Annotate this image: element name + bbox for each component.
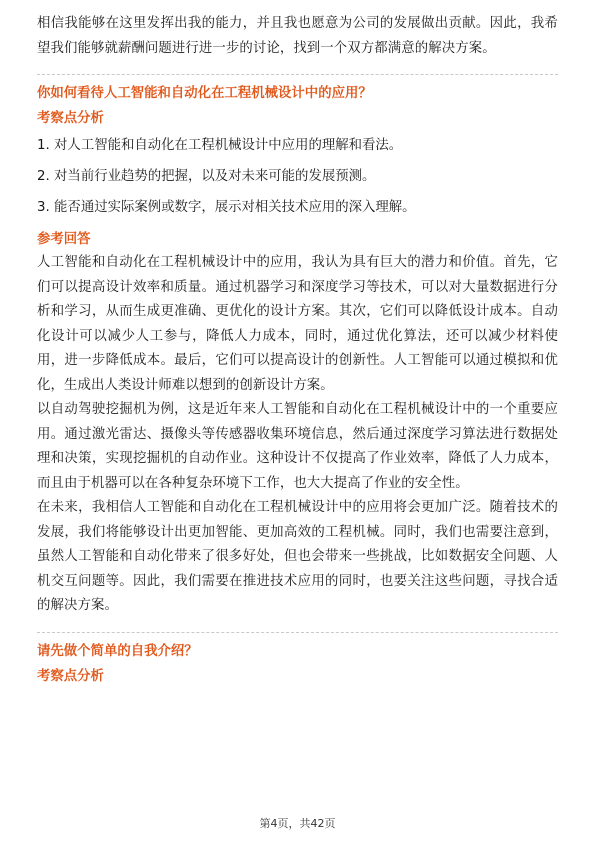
analysis-item: 2. 对当前行业趋势的把握，以及对未来可能的发展预测。 [37,169,376,184]
analysis-heading: 考察点分析 [37,111,104,126]
answer-paragraph: 以自动驾驶挖掘机为例，这是近年来人工智能和自动化在工程机械设计中的一个重要应用。通过激光雷达、摄像头等传感器收集环境信息，然后通过深度学习算法进行数据处理和决策，实现挖掘机的自动作业。这种设计不仅提高了作业效率，降低了人力成本，而且由于机器可以在各种复杂环境下工作，也大大提高了作业的安全性。 [37,402,558,491]
analysis-item: 3. 能否通过实际案例或数字，展示对相关技术应用的深入理解。 [37,200,416,215]
analysis-heading: 考察点分析 [37,668,104,684]
section-divider [37,74,558,75]
document-page [37,12,558,688]
section-divider [37,632,558,633]
answer-paragraph: 在未来，我相信人工智能和自动化在工程机械设计中的应用将会更加广泛。随着技术的发展，我们将能够设计出更加智能、更加高效的工程机械。同时，我们也需要注意到，虽然人工智能和自动化带来了很多好处，但也会带来一些挑战，比如数据安全问题、人机交互问题等。因此，我们需要在推进技术应用的同时，也要关注这些问题，寻找合适的解决方案。 [37,500,558,613]
analysis-list [37,130,558,223]
question-title: 请先做个简单的自我介绍？ [37,643,198,659]
answer-paragraph: 人工智能和自动化在工程机械设计中的应用，我认为具有巨大的潜力和价值。首先，它们可以提高设计效率和质量。通过机器学习和深度学习等技术，可以对大量数据进行分析和学习，从而生成更准确、更优化的设计方案。其次，它们可以降低设计成本。自动化设计可以减少人工参与，降低人力成本，同时，通过优化算法，还可以减少材料使用，进一步降低成本。最后，它们可以提高设计的创新性。人工智能可以通过模拟和优化，生成出人类设计师难以想到的创新设计方案。 [37,255,558,393]
question-title: 你如何看待人工智能和自动化在工程机械设计中的应用？ [37,86,372,101]
answer-heading: 参考回答 [37,232,91,247]
analysis-item: 1. 对人工智能和自动化在工程机械设计中应用的理解和看法。 [37,138,403,153]
intro-paragraph: 相信我能够在这里发挥出我的能力，并且我也愿意为公司的发展做出贡献。因此，我希望我们能够就薪酬问题进行进一步的讨论，找到一个双方都满意的解决方案。 [37,16,558,56]
page-number: 第4页，共42页 [259,817,336,830]
